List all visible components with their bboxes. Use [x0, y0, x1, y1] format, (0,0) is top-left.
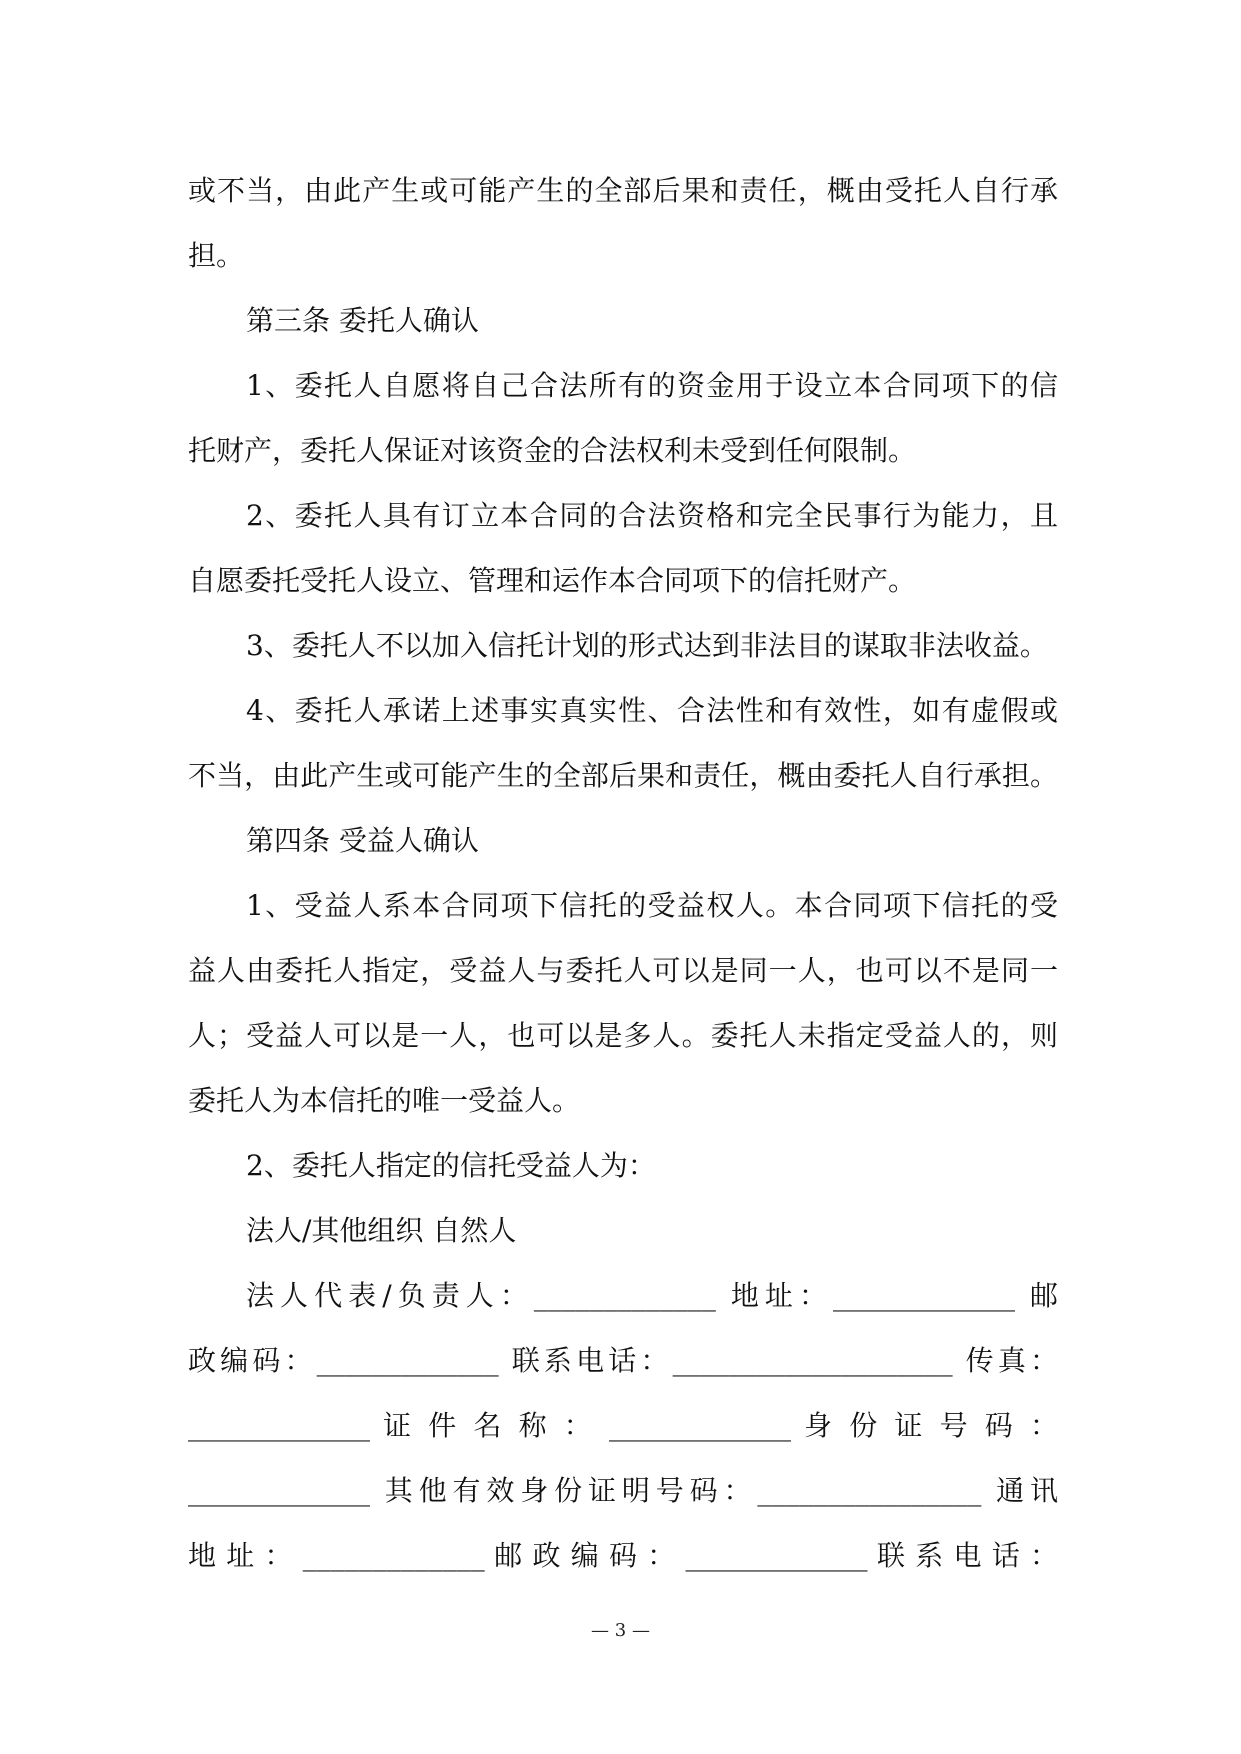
paragraph-line: 不当，由此产生或可能产生的全部后果和责任，概由委托人自行承担。: [188, 759, 1058, 792]
paragraph-line: 4、委托人承诺上述事实真实性、合法性和有效性，如有虚假或: [246, 694, 1058, 727]
document-body: [188, 158, 1058, 1588]
form-field-line: _____________ 证 件 名 称 ： _____________ 身 份 证 号 码 ：: [188, 1409, 1058, 1442]
paragraph-line: 托财产，委托人保证对该资金的合法权利未受到任何限制。: [188, 434, 917, 467]
paragraph-line: 益人由委托人指定，受益人与委托人可以是同一人，也可以不是同一: [188, 954, 1058, 987]
paragraph-line: 3、委托人不以加入信托计划的形式达到非法目的谋取非法收益。: [246, 629, 1048, 662]
section-heading: 第四条 受益人确认: [246, 824, 479, 857]
page-number: — 3 —: [591, 1620, 650, 1641]
paragraph-line: 1、受益人系本合同项下信托的受益权人。本合同项下信托的受: [246, 889, 1058, 922]
paragraph-line: 人；受益人可以是一人，也可以是多人。委托人未指定受益人的，则: [188, 1019, 1058, 1052]
beneficiary-type-line: 法人/其他组织 自然人: [246, 1214, 517, 1247]
paragraph-line: 2、委托人指定的信托受益人为：: [246, 1149, 656, 1182]
paragraph-line: 委托人为本信托的唯一受益人。: [188, 1084, 581, 1117]
form-field-line: 政编码：_____________ 联系电话：____________________ 传真：: [188, 1344, 1058, 1377]
paragraph-line: 或不当，由此产生或可能产生的全部后果和责任，概由受托人自行承: [188, 174, 1058, 207]
paragraph-line: 自愿委托受托人设立、管理和运作本合同项下的信托财产。: [188, 564, 917, 597]
section-heading: 第三条 委托人确认: [246, 304, 479, 337]
paragraph-line: 2、委托人具有订立本合同的合法资格和完全民事行为能力，且: [246, 499, 1058, 532]
form-field-line: _____________ 其他有效身份证明号码：________________ 通讯: [188, 1474, 1058, 1507]
paragraph-line: 担。: [188, 239, 245, 272]
form-field-line: 地 址 ： _____________ 邮 政 编 码 ： _____________ 联 系 电 话 ：: [188, 1539, 1058, 1572]
form-field-line: 法人代表/负责人：_____________ 地址：_____________ 邮: [246, 1279, 1058, 1312]
paragraph-line: 1、委托人自愿将自己合法所有的资金用于设立本合同项下的信: [246, 369, 1058, 402]
